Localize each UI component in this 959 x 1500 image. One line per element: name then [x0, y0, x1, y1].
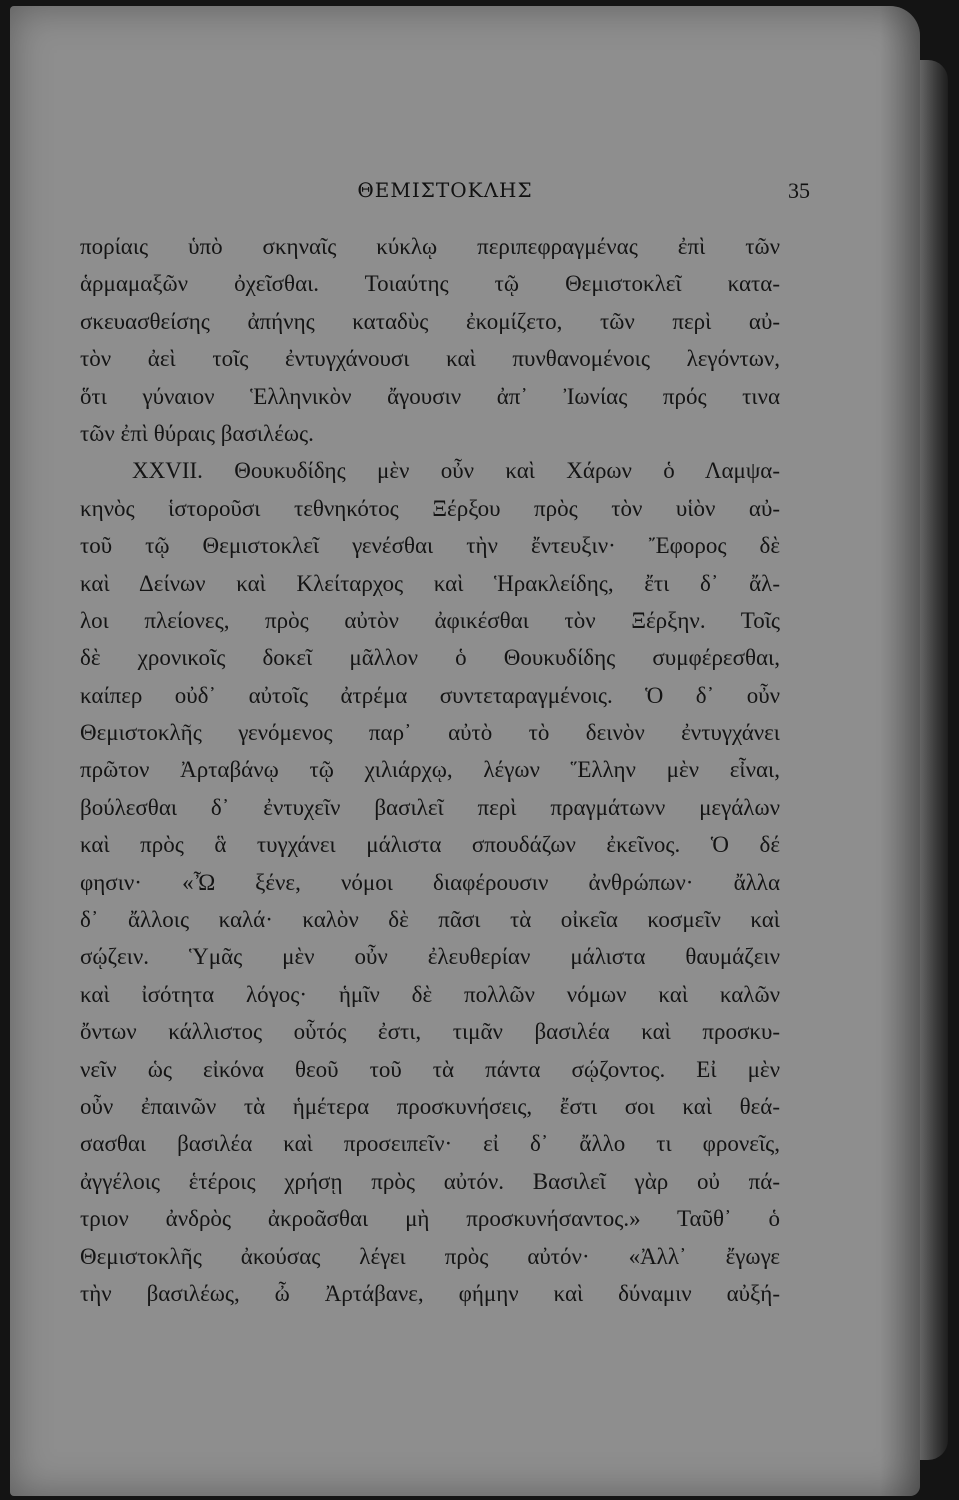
body-text [80, 228, 780, 1312]
text-line: τὴν βασιλέως, ὦ Ἀρτάβανε, φήμην καὶ δύναμιν αὐξή- [80, 1280, 780, 1306]
text-line: Θεμιστοκλῆς γενόμενος παρ᾽ αὐτὸ τὸ δεινὸν ἐντυγχάνει [80, 720, 780, 746]
text-line: δ᾽ ἄλλοις καλά· καλὸν δὲ πᾶσι τὰ οἰκεῖα κοσμεῖν καὶ [80, 907, 780, 933]
text-line: τὸν ἀεὶ τοῖς ἐντυγχάνουσι καὶ πυνθανομένοις λεγόντων, [80, 346, 780, 372]
text-line: σῴζειν. Ὑμᾶς μὲν οὖν ἐλευθερίαν μάλιστα θαυμάζειν [80, 944, 780, 970]
text-line: Θεμιστοκλῆς ἀκούσας λέγει πρὸς αὐτόν· «Ἀλλ᾽ ἔγωγε [80, 1243, 780, 1269]
text-line: λοι πλείονες, πρὸς αὐτὸν ἀφικέσθαι τὸν Ξέρξην. Τοῖς [80, 607, 780, 633]
text-line: ὅτι γύναιον Ἑλληνικὸν ἄγουσιν ἀπ᾽ Ἰωνίας πρός τινα [80, 383, 780, 409]
text-line: κηνὸς ἱστοροῦσι τεθνηκότος Ξέρξου πρὸς τὸν υἱὸν αὐ- [80, 495, 780, 521]
text-line: καίπερ οὐδ᾽ αὐτοῖς ἀτρέμα συντεταραγμένοις. Ὁ δ᾽ οὖν [80, 682, 780, 708]
text-line: ὄντων κάλλιστος οὗτός ἐστι, τιμᾶν βασιλέα καὶ προσκυ- [80, 1019, 780, 1045]
page-number: 35 [788, 178, 810, 203]
book-page [10, 6, 920, 1496]
text-line: ἀγγέλοις ἑτέροις χρήσῃ πρὸς αὐτόν. Βασιλεῖ γὰρ οὐ πά- [80, 1168, 780, 1194]
text-line: καὶ Δείνων καὶ Κλείταρχος καὶ Ἡρακλείδης, ἔτι δ᾽ ἄλ- [80, 570, 780, 596]
text-line: σασθαι βασιλέα καὶ προσειπεῖν· εἰ δ᾽ ἄλλο τι φρονεῖς, [80, 1131, 780, 1157]
section-heading-line: XXVII. Θουκυδίδης μὲν οὖν καὶ Χάρων ὁ Λαμψα- [132, 458, 780, 484]
text-line: ἁρμαμαξῶν ὀχεῖσθαι. Τοιαύτης τῷ Θεμιστοκλεῖ κατα- [80, 271, 780, 297]
text-line: καὶ πρὸς ἃ τυγχάνει μάλιστα σπουδάζων ἐκεῖνος. Ὁ δέ [80, 832, 780, 858]
page-edge [918, 60, 948, 1460]
text-line: καὶ ἰσότητα λόγος· ἡμῖν δὲ πολλῶν νόμων καὶ καλῶν [80, 981, 780, 1007]
text-line: νεῖν ὡς εἰκόνα θεοῦ τοῦ τὰ πάντα σῴζοντος. Εἰ μὲν [80, 1056, 780, 1082]
running-title: ΘΕΜΙΣΤΟΚΛΗΣ [357, 178, 533, 202]
text-line: οὖν ἐπαινῶν τὰ ἡμέτερα προσκυνήσεις, ἔστι σοι καὶ θεά- [80, 1093, 780, 1119]
text-line: βούλεσθαι δ᾽ ἐντυχεῖν βασιλεῖ περὶ πραγμάτωνν μεγάλων [80, 794, 780, 820]
text-line: δὲ χρονικοῖς δοκεῖ μᾶλλον ὁ Θουκυδίδης συμφέρεσθαι, [80, 645, 780, 671]
text-line: τῶν ἐπὶ θύραις βασιλέως. [80, 420, 314, 446]
text-line: τριον ἀνδρὸς ἀκροᾶσθαι μὴ προσκυνήσαντος.» Ταῦθ᾽ ὁ [80, 1206, 780, 1232]
running-head [80, 178, 810, 208]
text-line: πρῶτον Ἀρταβάνῳ τῷ χιλιάρχῳ, λέγων Ἕλλην μὲν εἶναι, [80, 757, 780, 783]
page-shadow [880, 6, 920, 1496]
text-line: πορίαις ὑπὸ σκηναῖς κύκλῳ περιπεφραγμένας ἐπὶ τῶν [80, 234, 780, 259]
text-line: τοῦ τῷ Θεμιστοκλεῖ γενέσθαι τὴν ἔντευξιν· Ἔφορος δὲ [80, 533, 780, 559]
text-line: φησιν· «Ὦ ξένε, νόμοι διαφέρουσιν ἀνθρώπων· ἄλλα [80, 869, 780, 895]
text-line: σκευασθείσης ἀπήνης καταδὺς ἐκομίζετο, τῶν περὶ αὐ- [80, 308, 780, 334]
